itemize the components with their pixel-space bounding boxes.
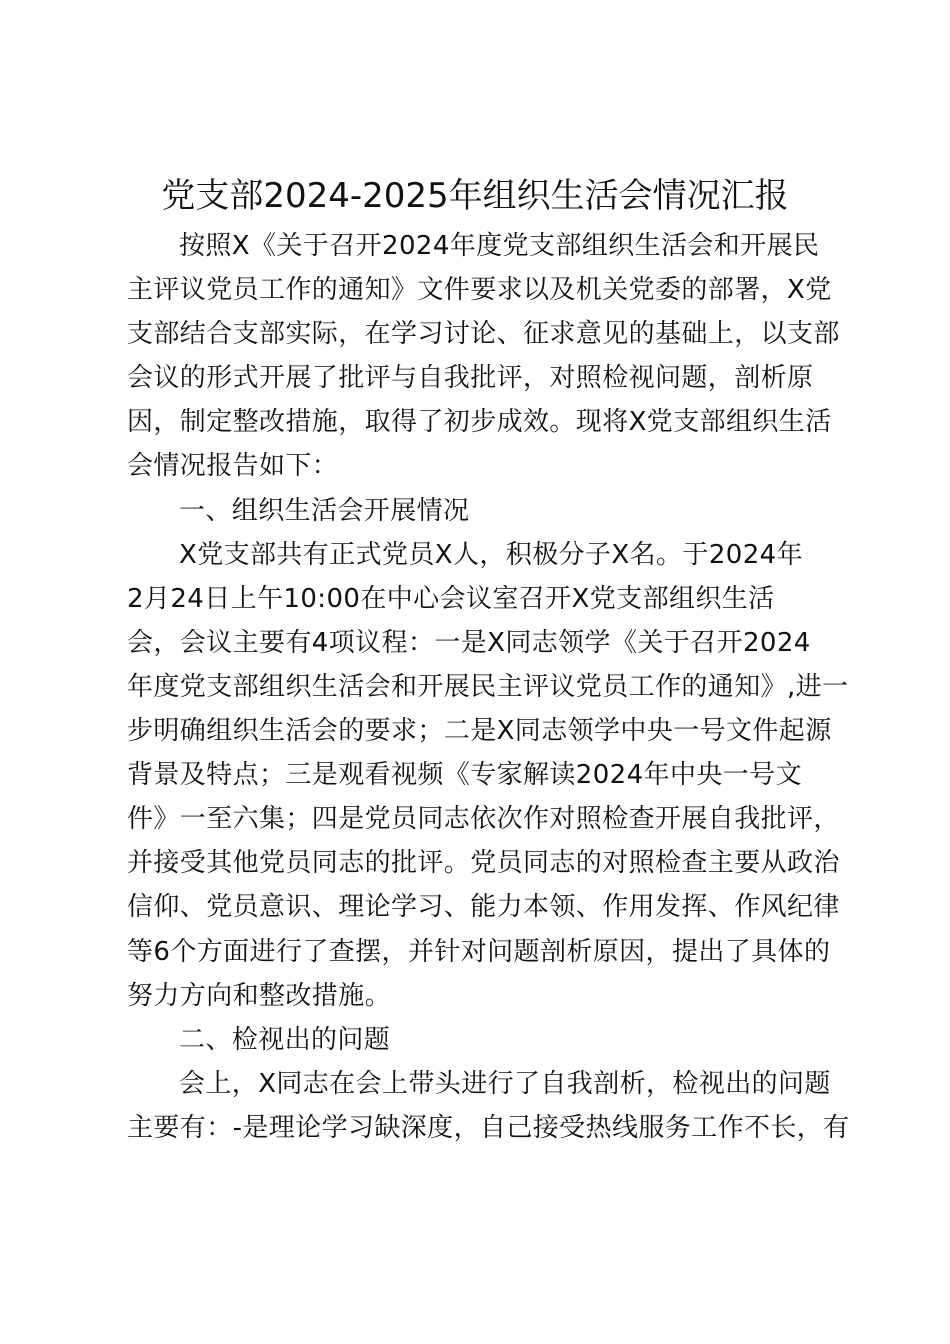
section-heading: 二、检视出的问题 [179,1024,391,1055]
body-line: 年度党支部组织生活会和开展民主评议党员工作的通知》,进一 [127,671,849,702]
body-line: 支部结合支部实际，在学习讨论、征求意见的基础上，以支部 [127,319,840,350]
section-heading: 一、组织生活会开展情况 [179,495,470,526]
body-line: 主评议党员工作的通知》文件要求以及机关党委的部署，X党 [127,275,832,306]
body-line: 并接受其他党员同志的批评。党员同志的对照检查主要从政治 [127,848,840,879]
body-line: 会上，X同志在会上带头进行了自我剖析，检视出的问题 [179,1068,831,1099]
body-line: 按照X《关于召开2024年度党支部组织生活会和开展民 [179,231,820,261]
body-line: X党支部共有正式党员X人，积极分子X名。于2024年 [179,539,804,570]
body-line: 会议的形式开展了批评与自我批评，对照检视问题，剖析原 [127,363,814,394]
body-line: 会，会议主要有4项议程：一是X同志领学《关于召开2024 [127,627,811,658]
document-body [127,224,850,1150]
body-line: 背景及特点；三是观看视频《专家解读2024年中央一号文 [127,760,802,791]
body-line: 件》一至六集；四是党员同志依次作对照检查开展自我批评， [127,804,840,835]
body-line: 因，制定整改措施，取得了初步成效。现将X党支部组织生活 [127,407,832,438]
document-title: 党支部2024-2025年组织生活会情况汇报 [161,176,789,216]
body-line: 信仰、党员意识、理论学习、能力本领、作用发挥、作风纪律 [127,892,840,923]
body-line: 会情况报告如下： [127,451,339,482]
body-line: 主要有：-是理论学习缺深度，自己接受热线服务工作不长，有 [127,1112,850,1143]
body-line: 等6个方面进行了查摆，并针对问题剖析原因，提出了具体的 [127,936,831,967]
body-line: 努力方向和整改措施。 [127,980,392,1011]
body-line: 步明确组织生活会的要求；二是X同志领学中央一号文件起源 [127,716,832,747]
body-line: 2月24日上午10:00在中心会议室召开X党支部组织生活 [127,583,775,614]
